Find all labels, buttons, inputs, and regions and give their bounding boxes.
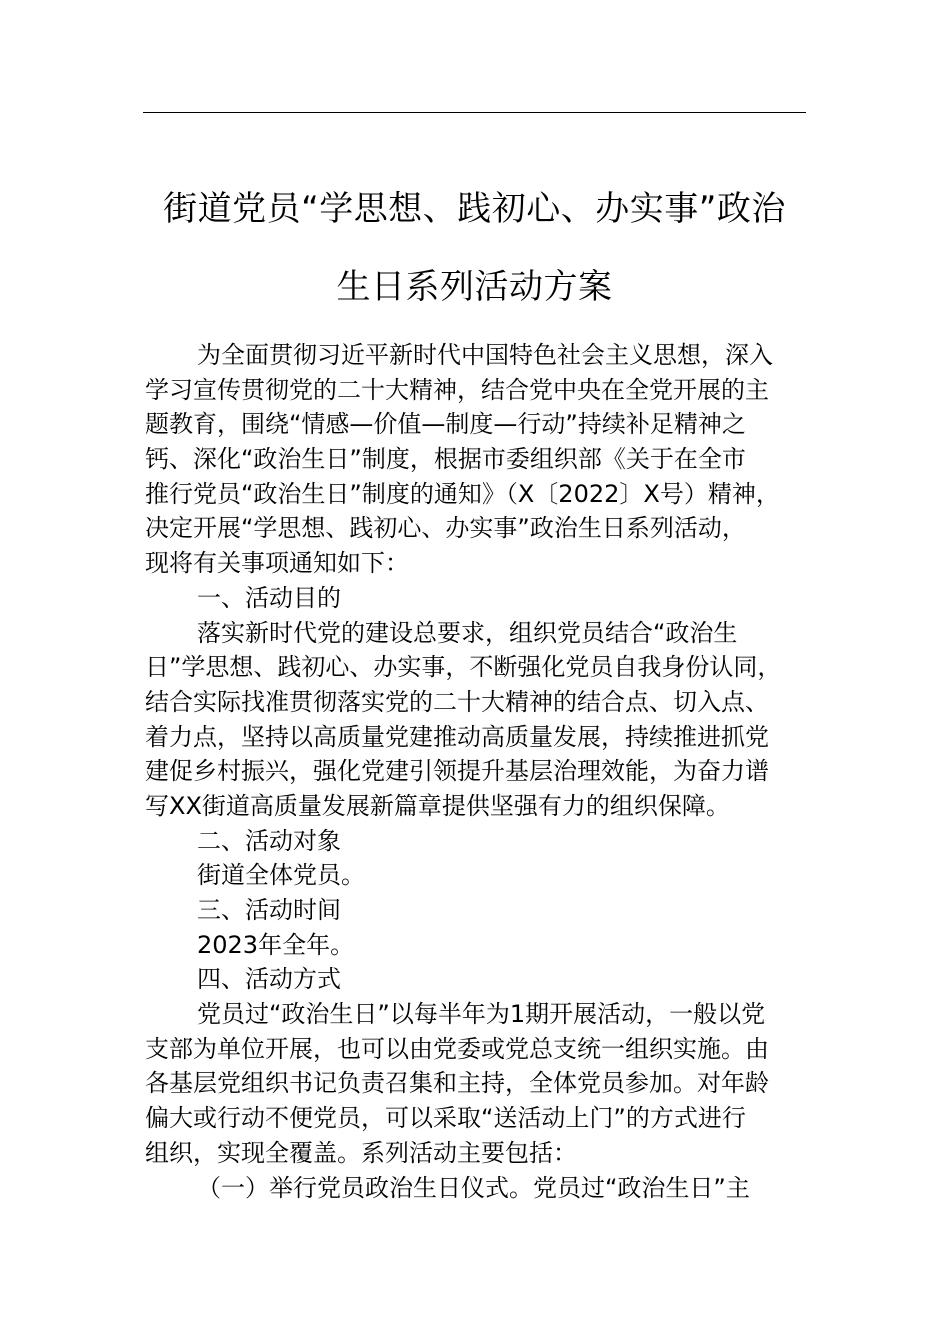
body-line: 写XX街道高质量发展新篇章提供坚强有力的组织保障。 [145, 791, 730, 820]
body-line: 2023年全年。 [197, 930, 355, 959]
body-line: 题教育，围绕“情感—价值—制度—行动”持续补足精神之 [145, 410, 746, 439]
body-line: 一、活动目的 [197, 583, 341, 612]
document-title [143, 170, 806, 326]
body-line: 决定开展“学思想、践初心、办实事”政治生日系列活动， [145, 514, 746, 543]
body-line: 党员过“政治生日”以每半年为1期开展活动，一般以党 [197, 1000, 766, 1029]
title-line-2: 生日系列活动方案 [336, 267, 613, 307]
body-line: 支部为单位开展，也可以由党委或党总支统一组织实施。由 [145, 1034, 769, 1063]
body-line: 街道全体党员。 [197, 861, 365, 890]
body-line: 三、活动时间 [197, 896, 341, 924]
body-line: 落实新时代党的建设总要求，组织党员结合“政治生 [197, 618, 738, 647]
body-line: 推行党员“政治生日”制度的通知》（X〔2022〕X号）精神， [145, 479, 780, 508]
body-line: 四、活动方式 [197, 965, 341, 994]
body-line: 结合实际找准贯彻落实党的二十大精神的结合点、切入点、 [145, 687, 769, 716]
body-line: 着力点，坚持以高质量党建推动高质量发展，持续推进抓党 [145, 722, 769, 751]
body-line: 各基层党组织书记负责召集和主持，全体党员参加。对年龄 [145, 1069, 769, 1098]
document-body [145, 338, 815, 1205]
body-line: （一）举行党员政治生日仪式。党员过“政治生日”主 [197, 1173, 750, 1202]
body-line: 为全面贯彻习近平新时代中国特色社会主义思想，深入 [197, 341, 773, 369]
body-line: 组织，实现全覆盖。系列活动主要包括： [145, 1138, 577, 1167]
body-line: 学习宣传贯彻党的二十大精神，结合党中央在全党开展的主 [145, 375, 769, 404]
body-line: 现将有关事项通知如下： [145, 549, 409, 578]
body-line: 钙、深化“政治生日”制度，根据市委组织部《关于在全市 [145, 445, 746, 474]
title-line-1: 街道党员“学思想、践初心、办实事”政治 [163, 189, 786, 229]
body-line: 日”学思想、践初心、办实事，不断强化党员自我身份认同， [145, 653, 782, 682]
header-rule [143, 112, 806, 113]
body-line: 二、活动对象 [197, 826, 341, 855]
body-line: 偏大或行动不便党员，可以采取“送活动上门”的方式进行 [145, 1104, 746, 1133]
body-line: 建促乡村振兴，强化党建引领提升基层治理效能，为奋力谱 [145, 757, 769, 786]
